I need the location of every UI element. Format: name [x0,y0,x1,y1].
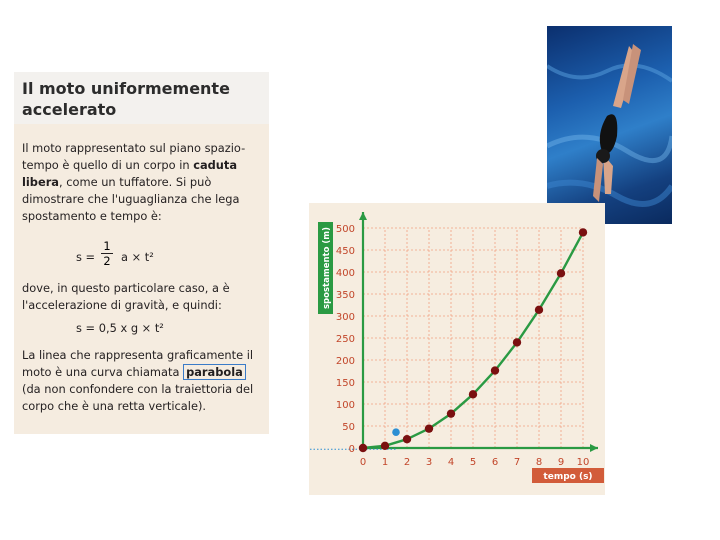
formula1-lhs: s = [76,250,96,264]
data-point [579,228,587,236]
formula1-rhs: a × t² [121,250,154,264]
intro-text-a: Il moto rappresentato sul piano spazio-tempo è quello di un corpo in [22,141,246,172]
y-tick-label: 0 [348,444,355,455]
data-point [491,366,499,374]
y-tick-label: 250 [335,334,355,345]
fraction-denominator: 2 [103,254,111,268]
formula-specific: s = 0,5 x g × t² [76,321,164,335]
data-point [535,306,543,314]
y-tick-label: 400 [335,268,355,279]
x-tick-label: 8 [535,457,543,468]
chart-grid [363,228,583,448]
x-tick-label: 5 [469,457,477,468]
x-axis-label [532,468,604,483]
x-tick-label: 2 [403,457,411,468]
x-tick-label: 6 [491,457,499,468]
y-tick-label: 350 [335,290,355,301]
free-fall-term: caduta libera [22,158,238,189]
x-tick-label: 0 [359,457,367,468]
intro-text-b: , come un tuffatore. Si può dimostrare che l'uguaglianza che lega spostamento e tempo è: [22,175,240,223]
x-tick-label: 10 [576,457,590,468]
y-axis-label-text: spostamento (m) [322,226,332,310]
data-point [513,338,521,346]
y-tick-label: 200 [335,356,355,367]
highlight-point [392,428,400,436]
y-tick-label: 450 [335,246,355,257]
section-title: Il moto uniformemente accelerato [22,79,230,119]
x-axis-arrow [590,444,598,452]
data-point [469,390,477,398]
data-point [359,444,367,452]
paragraph-gravity: dove, in questo particolare caso, a è l'accelerazione di gravità, e quindi: [22,281,230,312]
data-point [381,442,389,450]
parabola-text-a: La linea che rappresenta graficamente il moto è una curva chiamata [22,348,254,379]
y-tick-label: 500 [335,224,355,235]
y-axis-label [318,222,333,314]
parabola-text-b: (da non confondere con la traiettoria del corpo che è una retta verticale). [22,382,254,413]
x-tick-labels [360,457,590,468]
x-tick-label: 9 [557,457,565,468]
x-tick-label: 7 [513,457,521,468]
y-tick-labels [336,224,355,455]
y-tick-label: 100 [335,400,355,411]
y-axis-arrow [359,212,367,220]
parabola-highlight: parabola [183,364,246,380]
data-point [403,435,411,443]
data-point [425,424,433,432]
y-tick-label: 150 [335,378,355,389]
x-tick-label: 3 [425,457,433,468]
x-tick-label: 1 [381,457,389,468]
x-axis-label-text: tempo (s) [543,472,593,482]
data-point [557,269,565,277]
x-tick-label: 4 [447,457,455,468]
fraction-numerator: 1 [103,239,111,253]
data-point [447,409,455,417]
y-tick-label: 50 [342,422,355,433]
y-tick-label: 300 [335,312,355,323]
